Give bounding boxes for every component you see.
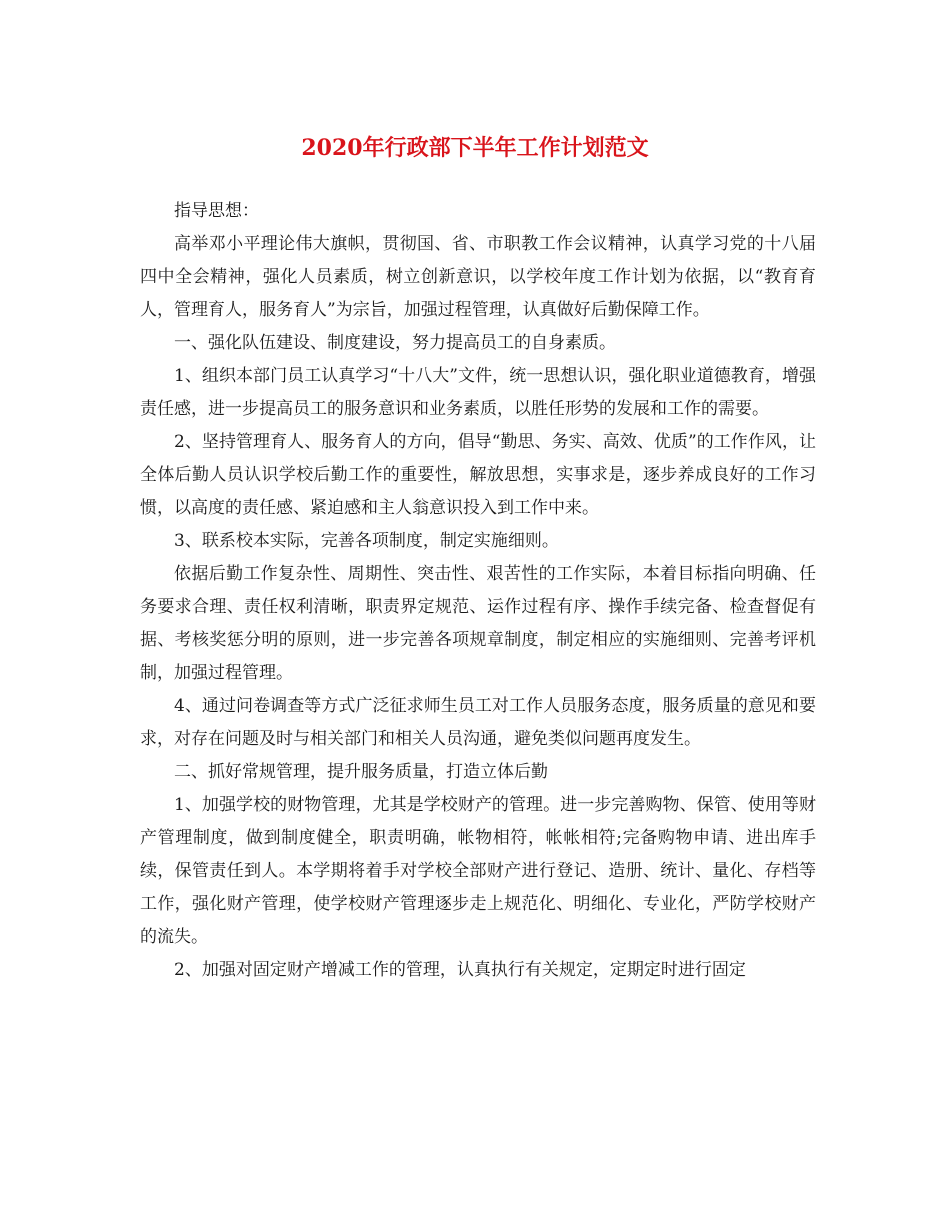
section-heading-1: 一、强化队伍建设、制度建设，努力提高员工的自身素质。 bbox=[174, 333, 616, 353]
paragraph-item: 依据后勤工作复杂性、周期性、突击性、艰苦性的工作实际，本着目标指向明确、任务要求合理、责任权利清晰，职责界定规范、运作过程有序、操作手续完备、检查督促有据、考核奖惩分明的原则，进一步完善各项规章制度，制定相应的实施细则、完善考评机制，加强过程管理。 bbox=[140, 564, 816, 683]
paragraph-item: 1、加强学校的财物管理，尤其是学校财产的管理。进一步完善购物、保管、使用等财产管理制度，做到制度健全，职责明确，帐物相符，帐帐相符;完备购物申请、进出库手续，保管责任到人。本学期将着手对学校全部财产进行登记、造册、统计、量化、存档等工作，强化财产管理，使学校财产管理逐步走上规范化、明细化、专业化，严防学校财产的流失。 bbox=[140, 795, 816, 947]
paragraph-item: 3、联系校本实际，完善各项制度，制定实施细则。 bbox=[174, 531, 559, 551]
section-heading-2: 二、抓好常规管理，提升服务质量，打造立体后勤 bbox=[174, 762, 548, 782]
paragraph-item: 1、组织本部门员工认真学习“十八大”文件，统一思想认识，强化职业道德教育，增强责任感，进一步提高员工的服务意识和业务素质，以胜任形势的发展和工作的需要。 bbox=[140, 366, 816, 419]
paragraph-guiding-thought: 高举邓小平理论伟大旗帜，贯彻国、省、市职教工作会议精神，认真学习党的十八届四中全会精神，强化人员素质，树立创新意识，以学校年度工作计划为依据，以“教育育人，管理育人，服务育人”为宗旨，加强过程管理，认真做好后勤保障工作。 bbox=[140, 234, 816, 320]
paragraph-item: 2、坚持管理育人、服务育人的方向，倡导“勤思、务实、高效、优质”的工作作风，让全体后勤人员认识学校后勤工作的重要性，解放思想，实事求是，逐步养成良好的工作习惯，以高度的责任感、紧迫感和主人翁意识投入到工作中来。 bbox=[140, 432, 816, 518]
document-body bbox=[140, 195, 816, 987]
document-title: 2020年行政部下半年工作计划范文 bbox=[301, 134, 649, 161]
paragraph-item: 2、加强对固定财产增减工作的管理，认真执行有关规定，定期定时进行固定 bbox=[174, 960, 746, 980]
paragraph-guiding-heading: 指导思想： bbox=[174, 201, 259, 221]
paragraph-item: 4、通过问卷调查等方式广泛征求师生员工对工作人员服务态度，服务质量的意见和要求，对存在问题及时与相关部门和相关人员沟通，避免类似问题再度发生。 bbox=[140, 696, 816, 749]
